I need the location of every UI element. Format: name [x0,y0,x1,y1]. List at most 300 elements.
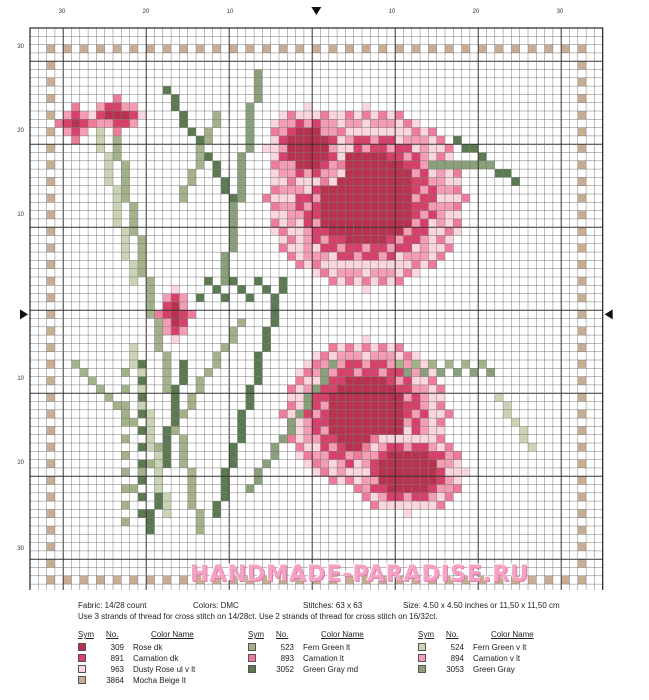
stitch-cell [163,368,171,376]
stitch-cell [379,410,387,418]
stitch-cell [354,260,362,268]
stitch-cell [395,435,403,443]
stitch-cell [387,343,395,351]
stitch-cell [404,368,412,376]
stitch-cell [370,402,378,410]
stitch-cell [362,186,370,194]
stitch-cell [370,385,378,393]
stitch-cell [354,460,362,468]
stitch-cell [279,244,287,252]
stitch-cell [121,451,129,459]
stitch-cell [345,252,353,260]
stitch-cell [271,219,279,227]
stitch-cell [296,211,304,219]
stitch-cell [478,153,486,161]
stitch-cell [312,177,320,185]
top-scale-label: 30 [556,9,564,15]
stitch-cell [404,485,412,493]
stitch-cell [379,144,387,152]
stitch-cell [279,144,287,152]
stitch-cell [262,343,270,351]
stitch-cell [370,269,378,277]
stitch-cell [362,493,370,501]
stitch-cell [545,45,553,53]
stitch-cell [437,211,445,219]
stitch-cell [121,252,129,260]
stitch-cell [121,385,129,393]
stitch-cell [321,377,329,385]
stitch-cell [47,426,55,434]
stitch-cell [354,377,362,385]
stitch-cell [437,451,445,459]
stitch-cell [370,169,378,177]
stitch-cell [354,402,362,410]
dmc-number: 3864 [106,675,124,685]
stitch-cell [271,310,279,318]
stitch-cell [312,219,320,227]
stitch-cell [362,177,370,185]
stitch-cell [337,277,345,285]
stitch-cell [146,410,154,418]
stitch-cell [379,202,387,210]
stitch-cell [337,352,345,360]
stitch-cell [287,144,295,152]
stitch-cell [337,161,345,169]
stitch-cell [345,451,353,459]
stitch-cell [437,144,445,152]
stitch-cell [196,161,204,169]
stitch-cell [387,451,395,459]
key-header-name: Color Name [491,630,534,639]
stitch-cell [387,244,395,252]
stitch-cell [229,219,237,227]
stitch-cell [420,476,428,484]
stitch-cell [437,468,445,476]
stitch-cell [404,269,412,277]
stitch-cell [412,219,420,227]
stitch-cell [271,194,279,202]
dmc-number: 891 [110,653,124,663]
stitch-cell [345,260,353,268]
stitch-cell [345,468,353,476]
stitch-cell [478,45,486,53]
stitch-cell [428,186,436,194]
stitch-cell [445,476,453,484]
stitch-cell [387,128,395,136]
stitch-cell [146,285,154,293]
stitch-cell [312,360,320,368]
stitch-cell [105,103,113,111]
stitch-cell [379,186,387,194]
stitch-cell [296,410,304,418]
stitch-cell [370,153,378,161]
stitch-cell [155,476,163,484]
stitch-cell [88,377,96,385]
stitch-cell [96,111,104,119]
stitch-cell [279,153,287,161]
stitch-cell [462,360,470,368]
key-entry [248,664,418,674]
stitch-cell [171,285,179,293]
stitch-cell [370,136,378,144]
stitch-cell [404,161,412,169]
stitch-cell [437,393,445,401]
stitch-cell [370,426,378,434]
stitch-cell [578,161,586,169]
stitch-cell [428,161,436,169]
stitch-cell [362,385,370,393]
color-name: Fern Green v lt [473,642,527,652]
stitch-cell [354,153,362,161]
stitch-cell [354,161,362,169]
stitch-cell [329,402,337,410]
stitch-cell [420,169,428,177]
stitch-cell [345,211,353,219]
pattern-cells [47,45,587,585]
stitch-cell [337,343,345,351]
stitch-cell [221,294,229,302]
stitch-cell [287,410,295,418]
stitch-cell [428,136,436,144]
stitch-cell [304,227,312,235]
stitch-cell [304,153,312,161]
color-name: Carnation dk [133,653,179,663]
stitch-cell [412,501,420,509]
stitch-cell [395,418,403,426]
stitch-cell [362,277,370,285]
stitch-cell [345,111,353,119]
stitch-cell [213,111,221,119]
stitch-cell [113,144,121,152]
stitch-cell [287,177,295,185]
stitch-cell [312,368,320,376]
stitch-cell [379,377,387,385]
color-name: Carnation v lt [473,653,521,663]
stitch-cell [354,244,362,252]
stitch-cell [404,443,412,451]
top-scale-label: 10 [226,9,234,15]
stitch-cell [304,103,312,111]
stitch-cell [345,352,353,360]
stitch-cell [370,501,378,509]
color-name: Fern Green lt [303,642,351,652]
stitch-cell [262,194,270,202]
stitch-cell [412,202,420,210]
stitch-cell [445,177,453,185]
stitch-cell [121,169,129,177]
stitch-cell [428,426,436,434]
stitch-cell [420,128,428,136]
stitch-cell [437,136,445,144]
dmc-number: 3052 [276,664,294,674]
stitch-cell [287,169,295,177]
stitch-cell [370,485,378,493]
stitch-cell [221,269,229,277]
stitch-cell [47,177,55,185]
stitch-cell [404,219,412,227]
stitch-cell [337,153,345,161]
stitch-cell [428,360,436,368]
stitch-cell [354,360,362,368]
stitch-cell [329,385,337,393]
stitch-cell [296,252,304,260]
stitch-cell [387,144,395,152]
stitch-cell [213,45,221,53]
stitch-cell [321,360,329,368]
stitch-cell [395,269,403,277]
stitch-cell [130,227,138,235]
stitch-cell [287,219,295,227]
stitch-cell [47,509,55,517]
stitch-cell [362,202,370,210]
stitch-cell [96,45,104,53]
stitch-cell [312,385,320,393]
key-entry [78,642,248,652]
stitch-cell [229,236,237,244]
stitch-cell [130,219,138,227]
stitch-cell [420,443,428,451]
key-header [78,630,248,639]
stitch-cell [179,327,187,335]
stitch-cell [379,219,387,227]
stitch-cell [329,252,337,260]
stitch-cell [304,119,312,127]
stitch-cell [362,161,370,169]
stitch-cell [379,360,387,368]
stitch-cell [287,194,295,202]
stitch-cell [321,410,329,418]
stitch-cell [354,385,362,393]
stitch-cell [387,169,395,177]
stitch-cell [412,468,420,476]
stitch-cell [312,269,320,277]
stitch-cell [155,501,163,509]
stitch-cell [196,144,204,152]
stitch-cell [437,169,445,177]
stitch-cell [321,161,329,169]
stitch-cell [146,576,154,584]
stitch-cell [437,236,445,244]
stitch-cell [578,177,586,185]
stitch-cell [362,111,370,119]
stitch-cell [47,144,55,152]
stitch-cell [138,377,146,385]
stitch-cell [171,426,179,434]
stitch-cell [462,194,470,202]
stitch-cell [578,526,586,534]
stitch-cell [337,227,345,235]
stitch-cell [121,468,129,476]
stitch-cell [395,493,403,501]
stitch-cell [520,435,528,443]
stitch-cell [163,294,171,302]
stitch-cell [171,94,179,102]
stitch-cell [404,211,412,219]
stitch-cell [238,285,246,293]
stitch-cell [47,277,55,285]
stitch-cell [146,426,154,434]
stitch-cell [354,468,362,476]
stitch-cell [113,111,121,119]
stitch-cell [362,211,370,219]
stitch-cell [370,352,378,360]
stitch-cell [370,360,378,368]
stitch-cell [121,177,129,185]
stitch-cell [179,460,187,468]
stitch-cell [113,211,121,219]
stitch-cell [138,360,146,368]
stitch-cell [155,468,163,476]
stitch-cell [379,402,387,410]
stitch-cell [321,128,329,136]
stitch-cell [354,236,362,244]
stitch-cell [204,153,212,161]
stitch-cell [304,177,312,185]
stitch-cell [428,227,436,235]
stitch-cell [304,368,312,376]
stitch-cell [279,410,287,418]
stitch-cell [395,385,403,393]
stitch-cell [296,244,304,252]
stitch-cell [155,451,163,459]
stitch-cell [121,111,129,119]
stitch-cell [379,252,387,260]
stitch-cell [561,576,569,584]
stitch-cell [80,119,88,127]
stitch-cell [453,485,461,493]
stitch-cell [437,161,445,169]
stitch-cell [428,476,436,484]
stitch-cell [370,435,378,443]
stitch-cell [113,194,121,202]
stitch-cell [379,136,387,144]
stitch-cell [138,244,146,252]
stitch-cell [296,393,304,401]
stitch-cell [428,177,436,185]
stitch-cell [146,302,154,310]
stitch-cell [412,169,420,177]
stitch-cell [163,493,171,501]
stitch-cell [271,302,279,310]
stitch-cell [229,451,237,459]
stitch-cell [312,410,320,418]
stitch-cell [420,161,428,169]
stitch-cell [453,211,461,219]
stitch-cell [337,360,345,368]
stitch-cell [329,236,337,244]
stitch-cell [130,119,138,127]
stitch-cell [578,61,586,69]
stitch-cell [262,285,270,293]
stitch-cell [370,277,378,285]
stitch-cell [171,335,179,343]
stitch-cell [379,161,387,169]
stitch-cell [578,144,586,152]
stitch-cell [130,111,138,119]
top-scale-label: 30 [58,9,66,15]
stitch-cell [354,186,362,194]
stitch-cell [221,277,229,285]
stitch-cell [296,177,304,185]
top-scale-label: 20 [142,9,150,15]
stitch-cell [121,227,129,235]
left-scale-label: 10 [17,376,24,382]
stitch-cell [312,111,320,119]
stitch-cell [171,327,179,335]
stitch-cell [47,128,55,136]
stitch-cell [329,269,337,277]
stitch-cell [354,219,362,227]
stitch-cell [238,418,246,426]
stitch-cell [130,485,138,493]
stitch-cell [287,385,295,393]
stitch-cell [47,393,55,401]
size-label: Size: 4.50 x 4.50 inches or 11,50 x 11,50 cm [403,601,560,610]
stitch-cell [47,343,55,351]
stitch-cell [395,169,403,177]
stitch-cell [279,177,287,185]
stitch-cell [287,227,295,235]
stitch-cell [445,219,453,227]
stitch-cell [213,509,221,517]
stitch-cell [412,368,420,376]
stitch-cell [354,144,362,152]
stitch-cell [578,460,586,468]
stitch-cell [337,410,345,418]
stitch-cell [453,194,461,202]
stitch-cell [354,136,362,144]
stitch-cell [171,294,179,302]
stitch-cell [246,45,254,53]
stitch-cell [312,211,320,219]
stitch-cell [395,468,403,476]
stitch-cell [271,144,279,152]
dmc-number: 963 [110,664,124,674]
stitch-cell [445,460,453,468]
stitch-cell [420,252,428,260]
stitch-cell [72,136,80,144]
stitch-cell [246,144,254,152]
stitch-cell [121,186,129,194]
stitch-cell [362,260,370,268]
stitch-cell [445,144,453,152]
stitch-cell [130,103,138,111]
stitch-cell [47,161,55,169]
stitch-cell [312,451,320,459]
stitch-cell [113,45,121,53]
stitch-cell [337,169,345,177]
stitch-cell [254,277,262,285]
stitch-cell [412,443,420,451]
stitch-cell [578,360,586,368]
stitch-cell [370,177,378,185]
stitch-cell [362,485,370,493]
stitch-cell [354,202,362,210]
stitch-cell [47,227,55,235]
stitch-cell [287,153,295,161]
stitch-cell [370,493,378,501]
stitch-cell [379,476,387,484]
stitch-cell [354,476,362,484]
stitch-cell [362,103,370,111]
stitch-cell [329,451,337,459]
stitch-cell [304,144,312,152]
key-entry [248,642,418,652]
stitch-cell [238,186,246,194]
stitch-cell [163,576,171,584]
stitch-cell [47,559,55,567]
stitch-cell [155,310,163,318]
